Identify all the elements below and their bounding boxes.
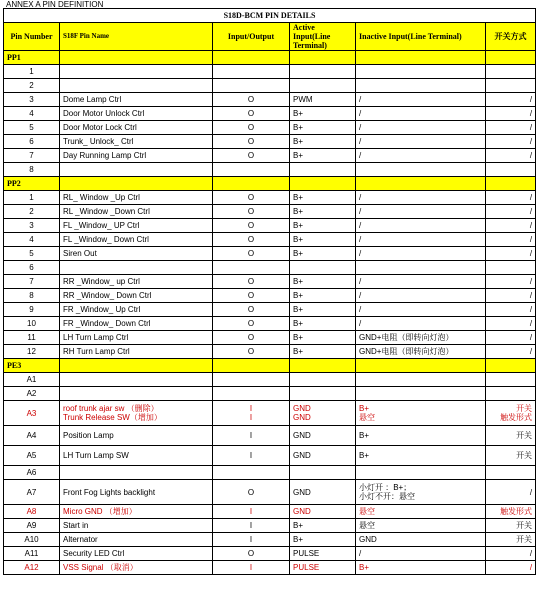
section-name: PP1	[4, 51, 60, 65]
active-input-cell: B+	[290, 233, 356, 247]
active-input-cell: PWM	[290, 93, 356, 107]
pin-number-cell: A7	[4, 480, 60, 505]
section-filler-cell	[60, 51, 213, 65]
inactive-input-cell: /	[356, 205, 486, 219]
inactive-input-cell	[356, 79, 486, 93]
io-cell: O	[213, 331, 290, 345]
table-row	[4, 505, 536, 519]
active-input-cell: B+	[290, 247, 356, 261]
table-row	[4, 387, 536, 401]
inactive-input-cell: /	[356, 135, 486, 149]
io-cell	[213, 387, 290, 401]
inactive-input-cell: /	[356, 107, 486, 121]
io-cell: O	[213, 149, 290, 163]
switch-mode-cell	[486, 466, 536, 480]
table-row	[4, 533, 536, 547]
io-cell	[213, 401, 290, 426]
table-row	[4, 547, 536, 561]
active-input-cell	[290, 401, 356, 426]
pin-number-cell: 9	[4, 303, 60, 317]
pin-name-cell-line-1: roof trunk ajar sw （删除）	[63, 404, 159, 413]
inactive-input-cell	[356, 401, 486, 426]
switch-mode-cell: 开关	[486, 533, 536, 547]
switch-mode-cell: /	[486, 331, 536, 345]
inactive-input-cell: B+	[356, 446, 486, 466]
active-input-cell	[290, 163, 356, 177]
inactive-input-cell-line-1: B+	[359, 404, 370, 413]
switch-mode-cell: /	[486, 275, 536, 289]
inactive-input-cell: /	[356, 121, 486, 135]
table-row	[4, 163, 536, 177]
pin-number-cell: A9	[4, 519, 60, 533]
io-cell	[213, 373, 290, 387]
table-row	[4, 519, 536, 533]
header-input-output: Input/Output	[213, 23, 290, 51]
inactive-input-cell: GND+电阻（即转向灯泡）	[356, 345, 486, 359]
pin-name-cell: FL _Window_ Down Ctrl	[60, 233, 213, 247]
active-input-cell: B+	[290, 107, 356, 121]
pin-name-cell: RH Turn Lamp Ctrl	[60, 345, 213, 359]
table-row	[4, 107, 536, 121]
inactive-input-cell-line-2: 悬空	[359, 413, 375, 422]
pin-name-cell: Siren Out	[60, 247, 213, 261]
section-filler-cell	[486, 177, 536, 191]
section-filler-cell	[290, 177, 356, 191]
switch-mode-cell: /	[486, 303, 536, 317]
io-cell: I	[213, 505, 290, 519]
section-filler-cell	[290, 51, 356, 65]
active-input-cell	[290, 79, 356, 93]
io-cell	[213, 65, 290, 79]
inactive-input-cell: /	[356, 219, 486, 233]
switch-mode-cell	[486, 163, 536, 177]
table-row	[4, 261, 536, 275]
active-input-cell: GND	[290, 446, 356, 466]
table-row	[4, 289, 536, 303]
io-cell: I	[213, 446, 290, 466]
pin-number-cell: 6	[4, 261, 60, 275]
switch-mode-cell: 开关	[486, 519, 536, 533]
switch-mode-cell: /	[486, 317, 536, 331]
pin-number-cell: 5	[4, 247, 60, 261]
io-cell	[213, 79, 290, 93]
table-row	[4, 205, 536, 219]
io-cell: O	[213, 547, 290, 561]
active-input-cell: PULSE	[290, 547, 356, 561]
pin-number-cell: 2	[4, 205, 60, 219]
section-filler-cell	[60, 359, 213, 373]
table-row	[4, 191, 536, 205]
pin-name-cell	[60, 466, 213, 480]
inactive-input-cell: /	[356, 93, 486, 107]
io-cell: O	[213, 303, 290, 317]
pin-number-cell: 2	[4, 79, 60, 93]
pin-number-cell: 4	[4, 107, 60, 121]
switch-mode-cell	[486, 65, 536, 79]
pin-name-cell	[60, 387, 213, 401]
io-cell: O	[213, 345, 290, 359]
section-name: PE3	[4, 359, 60, 373]
active-input-cell: GND	[290, 480, 356, 505]
active-input-cell: B+	[290, 219, 356, 233]
pin-name-cell	[60, 261, 213, 275]
io-cell: I	[213, 533, 290, 547]
switch-mode-cell: /	[486, 547, 536, 561]
section-name: PP2	[4, 177, 60, 191]
inactive-input-cell	[356, 373, 486, 387]
section-filler-cell	[60, 177, 213, 191]
pin-name-cell: Dome Lamp Ctrl	[60, 93, 213, 107]
inactive-input-cell: B+	[356, 426, 486, 446]
io-cell: I	[213, 561, 290, 575]
pin-number-cell: 7	[4, 149, 60, 163]
header-inactive-input: Inactive Input(Line Terminal)	[356, 23, 486, 51]
io-cell	[213, 261, 290, 275]
switch-mode-cell: /	[486, 561, 536, 575]
active-input-cell-line-1: GND	[293, 404, 311, 413]
pin-number-cell: 6	[4, 135, 60, 149]
pin-name-cell: Trunk_ Unlock_ Ctrl	[60, 135, 213, 149]
switch-mode-cell: /	[486, 247, 536, 261]
pin-name-cell: Start in	[60, 519, 213, 533]
table-row	[4, 65, 536, 79]
switch-mode-cell-line-2: 触发形式	[500, 413, 533, 422]
section-filler-cell	[486, 359, 536, 373]
io-cell: O	[213, 247, 290, 261]
active-input-cell: B+	[290, 121, 356, 135]
io-cell: O	[213, 480, 290, 505]
section-filler-cell	[290, 359, 356, 373]
pin-number-cell: 11	[4, 331, 60, 345]
switch-mode-cell: /	[486, 345, 536, 359]
pin-name-cell-line-2: Trunk Release SW（增加）	[63, 413, 162, 422]
inactive-input-cell	[356, 65, 486, 79]
io-cell: I	[213, 426, 290, 446]
section-header-row	[4, 359, 536, 373]
active-input-cell: B+	[290, 519, 356, 533]
pin-number-cell: A5	[4, 446, 60, 466]
pin-details-table	[3, 8, 536, 575]
switch-mode-cell: /	[486, 107, 536, 121]
inactive-input-cell: GND	[356, 533, 486, 547]
inactive-input-cell: /	[356, 247, 486, 261]
switch-mode-cell: /	[486, 289, 536, 303]
table-row	[4, 561, 536, 575]
io-cell: O	[213, 317, 290, 331]
switch-mode-cell: 开关	[486, 446, 536, 466]
table-row	[4, 135, 536, 149]
pin-number-cell: A8	[4, 505, 60, 519]
section-filler-cell	[213, 359, 290, 373]
pin-name-cell: VSS Signal （取消）	[60, 561, 213, 575]
switch-mode-cell: 触发形式	[486, 505, 536, 519]
inactive-input-cell-line-2: 小灯不开：悬空	[359, 492, 415, 501]
pin-number-cell: 8	[4, 289, 60, 303]
pin-number-cell: 12	[4, 345, 60, 359]
active-input-cell	[290, 387, 356, 401]
inactive-input-cell: /	[356, 149, 486, 163]
table-row	[4, 480, 536, 505]
pin-name-cell	[60, 373, 213, 387]
active-input-cell: PULSE	[290, 561, 356, 575]
pin-name-cell: Security LED Ctrl	[60, 547, 213, 561]
switch-mode-cell: /	[486, 205, 536, 219]
io-cell: O	[213, 191, 290, 205]
active-input-cell: B+	[290, 303, 356, 317]
switch-mode-cell: /	[486, 233, 536, 247]
section-filler-cell	[356, 177, 486, 191]
pin-name-cell: LH Turn Lamp SW	[60, 446, 213, 466]
pin-name-cell: FR _Window_ Up Ctrl	[60, 303, 213, 317]
pin-name-cell: Door Motor Unlock Ctrl	[60, 107, 213, 121]
io-cell	[213, 466, 290, 480]
pin-number-cell: A2	[4, 387, 60, 401]
io-cell: O	[213, 219, 290, 233]
pin-number-cell: 1	[4, 65, 60, 79]
table-row	[4, 303, 536, 317]
active-input-cell	[290, 373, 356, 387]
inactive-input-cell	[356, 466, 486, 480]
pin-number-cell: 4	[4, 233, 60, 247]
active-input-cell	[290, 466, 356, 480]
pin-name-cell: LH Turn Lamp Ctrl	[60, 331, 213, 345]
io-cell: O	[213, 275, 290, 289]
switch-mode-cell-line-1: 开关	[516, 404, 533, 413]
pin-number-cell: A3	[4, 401, 60, 426]
pin-name-cell	[60, 163, 213, 177]
switch-mode-cell: /	[486, 121, 536, 135]
inactive-input-cell: /	[356, 303, 486, 317]
switch-mode-cell: /	[486, 93, 536, 107]
table-title: S18D-BCM PIN DETAILS	[4, 9, 536, 23]
pin-number-cell: 3	[4, 219, 60, 233]
inactive-input-cell: GND+电阻（即转向灯泡）	[356, 331, 486, 345]
inactive-input-cell	[356, 387, 486, 401]
table-row	[4, 331, 536, 345]
active-input-cell: B+	[290, 289, 356, 303]
switch-mode-cell: /	[486, 149, 536, 163]
active-input-cell	[290, 65, 356, 79]
inactive-input-cell-line-1: 小灯开 ：B+；	[359, 483, 412, 492]
switch-mode-cell	[486, 387, 536, 401]
active-input-cell: B+	[290, 275, 356, 289]
switch-mode-cell	[486, 373, 536, 387]
active-input-cell: B+	[290, 191, 356, 205]
io-cell-line-1: I	[249, 404, 253, 413]
section-filler-cell	[356, 51, 486, 65]
pin-name-cell	[60, 79, 213, 93]
inactive-input-cell: /	[356, 289, 486, 303]
table-row	[4, 317, 536, 331]
table-row	[4, 121, 536, 135]
pin-name-cell: Front Fog Lights backlight	[60, 480, 213, 505]
active-input-cell: B+	[290, 533, 356, 547]
section-header-row	[4, 177, 536, 191]
pin-name-cell	[60, 65, 213, 79]
inactive-input-cell: B+	[356, 561, 486, 575]
io-cell: I	[213, 519, 290, 533]
inactive-input-cell: /	[356, 547, 486, 561]
section-filler-cell	[213, 177, 290, 191]
section-filler-cell	[486, 51, 536, 65]
pin-number-cell: 7	[4, 275, 60, 289]
pin-number-cell: A6	[4, 466, 60, 480]
header-pin-name: S18F Pin Name	[60, 23, 213, 51]
inactive-input-cell: /	[356, 275, 486, 289]
pin-number-cell: A10	[4, 533, 60, 547]
pin-number-cell: 8	[4, 163, 60, 177]
active-input-cell: B+	[290, 205, 356, 219]
pin-name-cell: Micro GND （增加）	[60, 505, 213, 519]
switch-mode-cell	[486, 79, 536, 93]
pin-name-cell: Position Lamp	[60, 426, 213, 446]
switch-mode-cell: 开关	[486, 426, 536, 446]
pin-number-cell: A12	[4, 561, 60, 575]
section-filler-cell	[213, 51, 290, 65]
active-input-cell: GND	[290, 426, 356, 446]
active-input-cell: B+	[290, 317, 356, 331]
switch-mode-cell: /	[486, 480, 536, 505]
pin-number-cell: 3	[4, 93, 60, 107]
pin-name-cell: FL _Window_ UP Ctrl	[60, 219, 213, 233]
pin-name-cell: RR _Window_ up Ctrl	[60, 275, 213, 289]
pin-name-cell: Door Motor Lock Ctrl	[60, 121, 213, 135]
table-row	[4, 93, 536, 107]
active-input-cell: B+	[290, 149, 356, 163]
io-cell: O	[213, 233, 290, 247]
pin-name-cell	[60, 401, 213, 426]
active-input-cell: B+	[290, 135, 356, 149]
inactive-input-cell: 悬空	[356, 505, 486, 519]
active-input-cell: B+	[290, 345, 356, 359]
inactive-input-cell	[356, 163, 486, 177]
pin-name-cell: RL _Window _Down Ctrl	[60, 205, 213, 219]
pin-name-cell: RL_ Window _Up Ctrl	[60, 191, 213, 205]
switch-mode-cell: /	[486, 135, 536, 149]
pin-number-cell: A1	[4, 373, 60, 387]
pin-number-cell: A11	[4, 547, 60, 561]
table-row	[4, 401, 536, 426]
switch-mode-cell: /	[486, 219, 536, 233]
pin-name-cell: Alternator	[60, 533, 213, 547]
switch-mode-cell	[486, 401, 536, 426]
inactive-input-cell: /	[356, 233, 486, 247]
table-row	[4, 149, 536, 163]
io-cell: O	[213, 289, 290, 303]
io-cell: O	[213, 135, 290, 149]
table-row	[4, 233, 536, 247]
pin-number-cell: A4	[4, 426, 60, 446]
section-header-row	[4, 51, 536, 65]
table-row	[4, 79, 536, 93]
io-cell: O	[213, 107, 290, 121]
active-input-cell: B+	[290, 331, 356, 345]
header-active-input: Active Input(Line Terminal)	[290, 23, 356, 51]
table-row	[4, 345, 536, 359]
pin-name-cell: RR _Window_ Down Ctrl	[60, 289, 213, 303]
header-pin-number: Pin Number	[4, 23, 60, 51]
table-row	[4, 446, 536, 466]
switch-mode-cell: /	[486, 191, 536, 205]
pin-name-cell: FR _Window_ Down Ctrl	[60, 317, 213, 331]
inactive-input-cell: /	[356, 317, 486, 331]
header-switch-mode: 开关方式	[486, 23, 536, 51]
pin-number-cell: 10	[4, 317, 60, 331]
inactive-input-cell	[356, 261, 486, 275]
active-input-cell-line-2: GND	[293, 413, 311, 422]
section-filler-cell	[356, 359, 486, 373]
io-cell	[213, 163, 290, 177]
table-row	[4, 247, 536, 261]
active-input-cell	[290, 261, 356, 275]
io-cell-line-2: I	[249, 413, 253, 422]
table-row	[4, 466, 536, 480]
table-row	[4, 219, 536, 233]
pin-number-cell: 1	[4, 191, 60, 205]
io-cell: O	[213, 121, 290, 135]
page-caption: ANNEX A PIN DEFINITION	[6, 0, 104, 9]
io-cell: O	[213, 93, 290, 107]
table-row	[4, 426, 536, 446]
pin-name-cell: Day Running Lamp Ctrl	[60, 149, 213, 163]
pin-number-cell: 5	[4, 121, 60, 135]
inactive-input-cell: 悬空	[356, 519, 486, 533]
inactive-input-cell	[356, 480, 486, 505]
active-input-cell: GND	[290, 505, 356, 519]
switch-mode-cell	[486, 261, 536, 275]
table-row	[4, 275, 536, 289]
inactive-input-cell: /	[356, 191, 486, 205]
io-cell: O	[213, 205, 290, 219]
table-row	[4, 373, 536, 387]
